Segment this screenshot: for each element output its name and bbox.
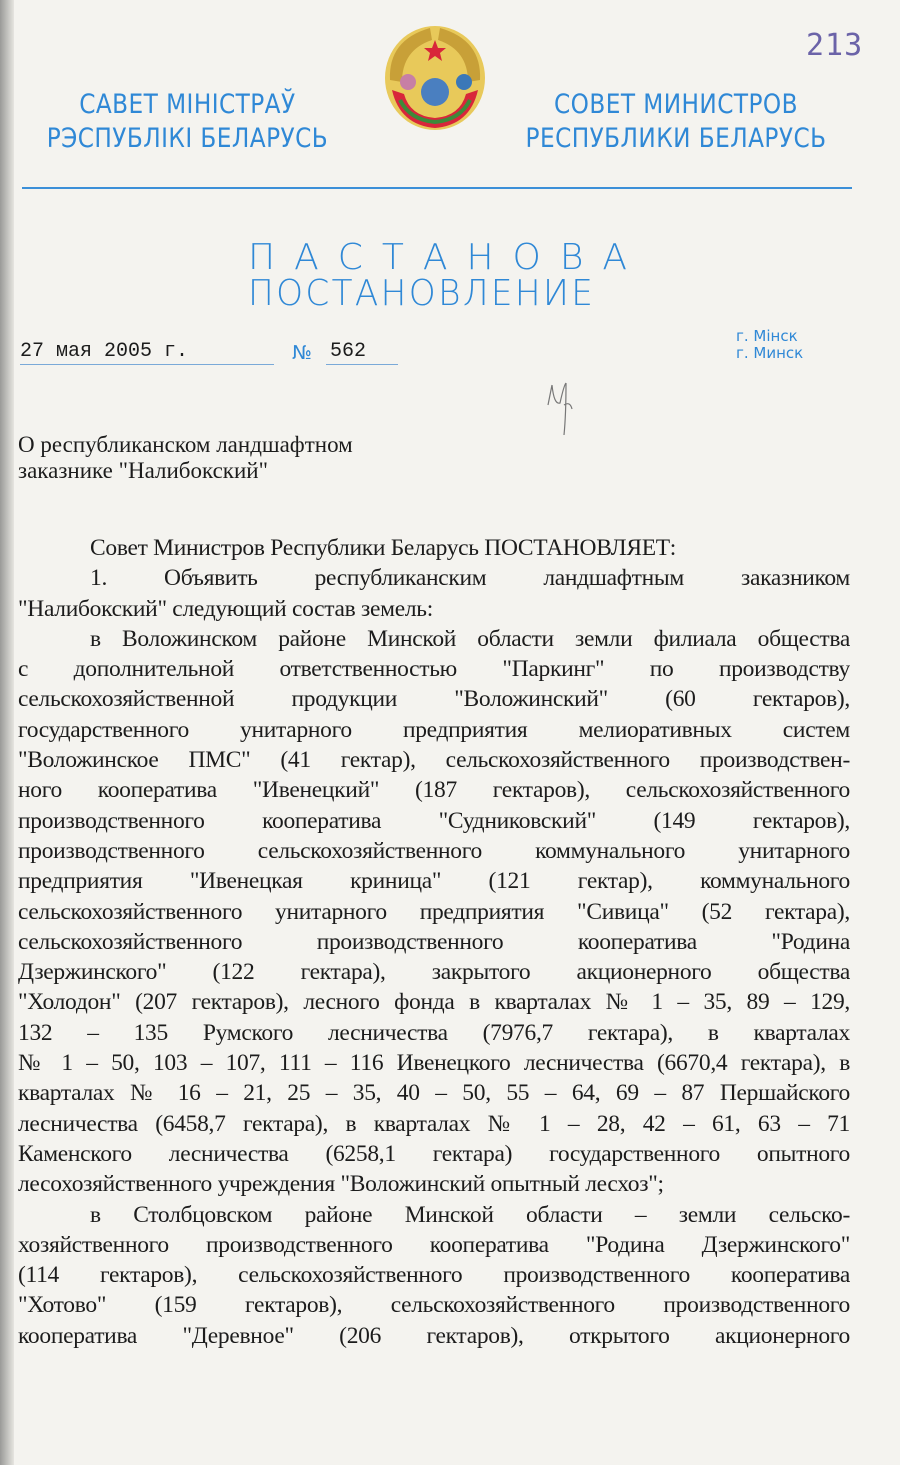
body-line: кварталах № 16 – 21, 25 – 35, 40 – 50, 55 – 64, 69 – 87 Першайского xyxy=(18,1080,850,1107)
header-left-line-2: РЭСПУБЛІКІ БЕЛАРУСЬ xyxy=(46,123,329,154)
body-line: Каменского лесничества (6258,1 гектара) государственного опытного xyxy=(18,1140,850,1167)
body-line: сельскохозяйственного унитарного предприятия "Сивица" (52 гектара), xyxy=(18,898,850,925)
header-divider xyxy=(22,187,852,189)
body-line: "Налибокский" следующий состав земель: xyxy=(18,595,433,622)
date-underline xyxy=(20,364,274,365)
body-line: ного кооператива "Ивенецкий" (187 гектаров), сельскохозяйственного xyxy=(18,777,850,804)
body-line: с дополнительной ответственностью "Паркинг" по производству xyxy=(18,656,850,683)
body-line: производственного сельскохозяйственного коммунального унитарного xyxy=(18,837,850,864)
document-date: 27 мая 2005 г. xyxy=(20,340,189,363)
body-line: сельскохозяйственной продукции "Воложинский" (60 гектаров), xyxy=(18,686,850,713)
body-line: 1. Объявить республиканским ландшафтным заказником xyxy=(90,565,850,592)
body-line: хозяйственного производственного кооператива "Родина Дзержинского" xyxy=(18,1231,850,1258)
header-russian xyxy=(504,88,848,156)
header-right-line-2: РЕСПУБЛИКИ БЕЛАРУСЬ xyxy=(525,123,827,154)
body-line: "Холодон" (207 гектаров), лесного фонда в кварталах № 1 – 35, 89 – 129, xyxy=(18,989,850,1016)
document-title xyxy=(248,237,647,314)
body-line: в Воложинском районе Минской области земли филиала общества xyxy=(90,625,850,652)
body-line: "Воложинское ПМС" (41 гектар), сельскохозяйственного производствен- xyxy=(18,747,850,774)
subject-line-1: О республиканском ландшафтном xyxy=(18,432,353,457)
scan-edge xyxy=(0,0,14,1465)
body-line: (114 гектаров), сельскохозяйственного производственного кооператива xyxy=(18,1262,850,1289)
body-line: государственного унитарного предприятия мелиоративных систем xyxy=(18,716,850,743)
body-line: лесохозяйственного учреждения "Воложинский опытный лесхоз"; xyxy=(18,1171,664,1198)
document-body xyxy=(18,533,850,1351)
body-line: 132 – 135 Румского лесничества (7976,7 гектара), в кварталах xyxy=(18,1019,850,1046)
body-line: № 1 – 50, 103 – 107, 111 – 116 Ивенецкого лесничества (6670,4 гектара), в xyxy=(18,1050,850,1077)
city-russian: г. Минск xyxy=(736,344,804,362)
header-belarusian xyxy=(24,88,351,156)
handwritten-initials xyxy=(540,375,590,445)
subject-line-2: заказнике "Налибокский" xyxy=(18,458,268,483)
number-sign: № xyxy=(292,342,312,364)
document-number: 562 xyxy=(330,340,367,363)
page-stamp-number: 213 xyxy=(806,28,864,63)
number-underline xyxy=(326,364,398,365)
body-line: Совет Министров Республики Беларусь ПОСТАНОВЛЯЕТ: xyxy=(90,535,677,561)
body-line: лесничества (6458,7 гектара), в кварталах № 1 – 28, 42 – 61, 63 – 71 xyxy=(18,1110,850,1137)
body-line: сельскохозяйственного производственного кооператива "Родина xyxy=(18,928,850,955)
body-line: кооператива "Деревное" (206 гектаров), открытого акционерного xyxy=(18,1322,850,1349)
body-line: производственного кооператива "Судниковский" (149 гектаров), xyxy=(18,807,850,834)
body-line: "Хотово" (159 гектаров), сельскохозяйственного производственного xyxy=(18,1292,850,1319)
body-line: предприятия "Ивенецкая криница" (121 гектар), коммунального xyxy=(18,868,850,895)
body-line: в Столбцовском районе Минской области – земли сельско- xyxy=(90,1201,850,1228)
state-emblem-icon xyxy=(380,20,490,132)
header-left-line-1: САВЕТ МІНІСТРАЎ xyxy=(79,89,296,120)
title-russian: ПОСТАНОВЛЕНИЕ xyxy=(248,273,596,314)
title-belarusian: ПАСТАНОВА xyxy=(248,237,647,278)
header-right-line-1: СОВЕТ МИНИСТРОВ xyxy=(554,89,798,120)
document-subject xyxy=(18,432,353,484)
city-belarusian: г. Мінск xyxy=(736,327,798,345)
body-line: Дзержинского" (122 гектара), закрытого акционерного общества xyxy=(18,959,850,986)
city xyxy=(736,328,803,362)
